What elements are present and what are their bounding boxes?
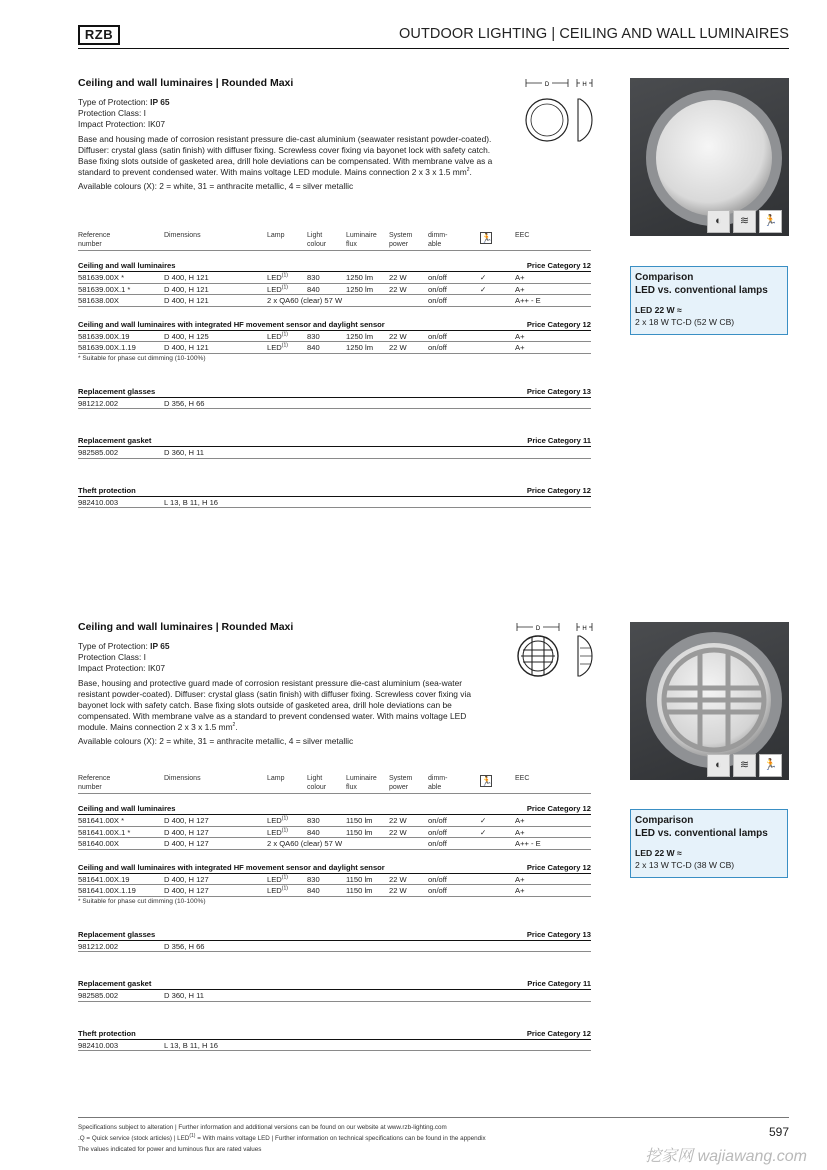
product-description: Base, housing and protective guard made of corrosion resistant pressure die-cast aluminium (sea-water resistant powder-coated). Diffuser: crystal glass (satin finish) with diffuser fixing. Screwless cover fixing via bayonet lock with safety catch. Base fixing slots outside of gasketed area, drill hole deviations can be compensated. With membrane valve as a standard to prevent condensed water. With mains voltage LED module. Mains connection 2 x 3 x 1.5 $mm^2$. — [78, 678, 471, 732]
protection-label: Type of Protection: — [78, 641, 148, 651]
accessory-header: Replacement gasket Price Category 11 — [78, 979, 591, 988]
table-row: 581641.00X * D 400, H 127 LED$^{(1)}$ 830 1150 lm 22 W on/off ✓ A+ — [78, 815, 591, 827]
table-row: 581641.00X.19 D 400, H 127 LED$^{(1)}$ 830 1150 lm 22 W on/off A+ — [78, 874, 591, 886]
svg-text:D: D — [535, 626, 541, 632]
footer-divider — [78, 1117, 789, 1118]
watermark: 挖家网 wajiawang.com — [645, 1148, 807, 1165]
comparison-box-2: Comparison LED vs. conventional lamps LED 22 W ≈ 2 x 13 W TC-D (38 W CB) — [630, 809, 788, 878]
accessory-row: 982410.003 L 13, B 11, H 16 — [78, 1040, 591, 1052]
protection-class: Protection Class: I — [78, 652, 146, 662]
table-row: 581641.00X.1.19 D 400, H 127 LED$^{(1)}$ 840 1150 lm 22 W on/off A+ — [78, 885, 591, 897]
sensor-icon: ≋ — [733, 210, 756, 233]
footer-line-2: .Q = Quick service (stock articles) | $LED^{(1)}$ = With mains voltage LED | Further information on technical specifications can be found in the appendix — [78, 1132, 486, 1142]
comparison-box-1: Comparison LED vs. conventional lamps LED 22 W ≈ 2 x 18 W TC-D (52 W CB) — [630, 266, 788, 335]
running-man-icon: 🏃 — [481, 233, 493, 243]
dimming-note: * Suitable for phase cut dimming (10-100%) — [78, 897, 206, 905]
table-row: 581639.00X.1.19 D 400, H 121 LED$^{(1)}$ 840 1250 lm 22 W on/off A+ — [78, 342, 591, 354]
accessory-header: Replacement gasket Price Category 11 — [78, 436, 591, 445]
feature-badges — [707, 754, 782, 777]
footer-line-1: Specifications subject to alteration | Further information and additional versions can be found on our website at www.rzb-lighting.com — [78, 1124, 447, 1131]
table-row: 581639.00X * D 400, H 121 LED$^{(1)}$ 830 1250 lm 22 W on/off ✓ A+ — [78, 272, 591, 284]
accessory-row: 981212.002 D 356, H 66 — [78, 941, 591, 953]
brand-logo: RZB — [78, 25, 120, 45]
available-colours: Available colours (X): 2 = white, 31 = anthracite metallic, 4 = silver metallic — [78, 181, 354, 191]
accessory-header: Replacement glasses Price Category 13 — [78, 929, 591, 939]
impact-protection: Impact Protection: IK07 — [78, 663, 166, 673]
dimming-icon: ◐ — [707, 754, 730, 777]
accessory-row: 982410.003 L 13, B 11, H 16 — [78, 497, 591, 509]
feature-badges — [707, 210, 782, 233]
product-description: Base and housing made of corrosion resistant pressure die-cast aluminium (seawater resistant powder-coated). Diffuser: crystal glass (satin finish) with diffuser fixing. Screwless cover fixing via bayonet lock with safety catch. Base fixing slots outside of gasketed area, drill hole deviations can be compensated. With membrane valve as a standard to prevent condensed water. With mains voltage LED module. Mains connection 2 x 3 x 1.5 $mm^2$. — [78, 134, 493, 177]
luminaire-drawing-grid — [514, 620, 594, 688]
table-row: 581638.00X D 400, H 121 2 x QA60 (clear) 57 W on/off A++ - E — [78, 295, 591, 307]
protection-value: IP 65 — [150, 97, 170, 107]
protection-label: Type of Protection: — [78, 97, 148, 107]
impact-protection: Impact Protection: IK07 — [78, 119, 166, 129]
product-photo-2 — [630, 622, 789, 780]
protection-value: IP 65 — [150, 641, 170, 651]
header-divider — [78, 48, 789, 49]
sensor-icon: ≋ — [733, 754, 756, 777]
dimming-note: * Suitable for phase cut dimming (10-100%) — [78, 354, 206, 362]
table-row: 581639.00X.19 D 400, H 125 LED$^{(1)}$ 830 1250 lm 22 W on/off A+ — [78, 331, 591, 343]
accessory-header: Theft protection Price Category 12 — [78, 485, 591, 495]
accessory-row: 982585.002 D 360, H 11 — [78, 990, 591, 1002]
page-header-title: OUTDOOR LIGHTING | CEILING AND WALL LUMINAIRES — [399, 26, 789, 42]
svg-text:H: H — [582, 626, 587, 632]
table-row: 581639.00X.1 * D 400, H 121 LED$^{(1)}$ 840 1250 lm 22 W on/off ✓ A+ — [78, 284, 591, 296]
product-photo-1 — [630, 78, 789, 236]
page-number: 597 — [768, 1125, 789, 1139]
footer-line-3: The values indicated for power and luminous flux are rated values — [78, 1146, 262, 1153]
emergency-exit-icon: 🏃 — [759, 210, 782, 233]
svg-text:H: H — [582, 82, 587, 88]
group-header: Ceiling and wall luminaires Price Category 12 — [78, 261, 591, 270]
product-table-1 — [78, 229, 591, 508]
group-header: Ceiling and wall luminaires with integrated HF movement sensor and daylight sensor Price Category 12 — [78, 319, 591, 329]
running-man-icon: 🏃 — [481, 776, 493, 786]
table-header: Reference number Dimensions Lamp Light colour Luminaire flux System power dimm- able 🏃 EEC — [78, 229, 591, 251]
accessory-header: Theft protection Price Category 12 — [78, 1028, 591, 1038]
table-header: Reference number Dimensions Lamp Light colour Luminaire flux System power dimm- able 🏃 EEC — [78, 772, 591, 794]
accessory-header: Replacement glasses Price Category 13 — [78, 386, 591, 396]
group-header: Ceiling and wall luminaires with integrated HF movement sensor and daylight sensor Price Category 12 — [78, 862, 591, 872]
protection-class: Protection Class: I — [78, 108, 146, 118]
luminaire-drawing-plain — [514, 76, 594, 144]
emergency-exit-icon: 🏃 — [759, 754, 782, 777]
section-title: Ceiling and wall luminaires | Rounded Maxi — [78, 77, 294, 89]
accessory-row: 981212.002 D 356, H 66 — [78, 398, 591, 410]
group-header: Ceiling and wall luminaires Price Category 12 — [78, 804, 591, 813]
product-table-2 — [78, 772, 591, 1051]
available-colours: Available colours (X): 2 = white, 31 = anthracite metallic, 4 = silver metallic — [78, 736, 354, 746]
svg-text:D: D — [544, 82, 550, 88]
dimming-icon: ◐ — [707, 210, 730, 233]
table-row: 581640.00X D 400, H 127 2 x QA60 (clear) 57 W on/off A++ - E — [78, 838, 591, 850]
section-title: Ceiling and wall luminaires | Rounded Maxi — [78, 621, 294, 633]
table-row: 581641.00X.1 * D 400, H 127 LED$^{(1)}$ 840 1150 lm 22 W on/off ✓ A+ — [78, 827, 591, 839]
accessory-row: 982585.002 D 360, H 11 — [78, 447, 591, 459]
